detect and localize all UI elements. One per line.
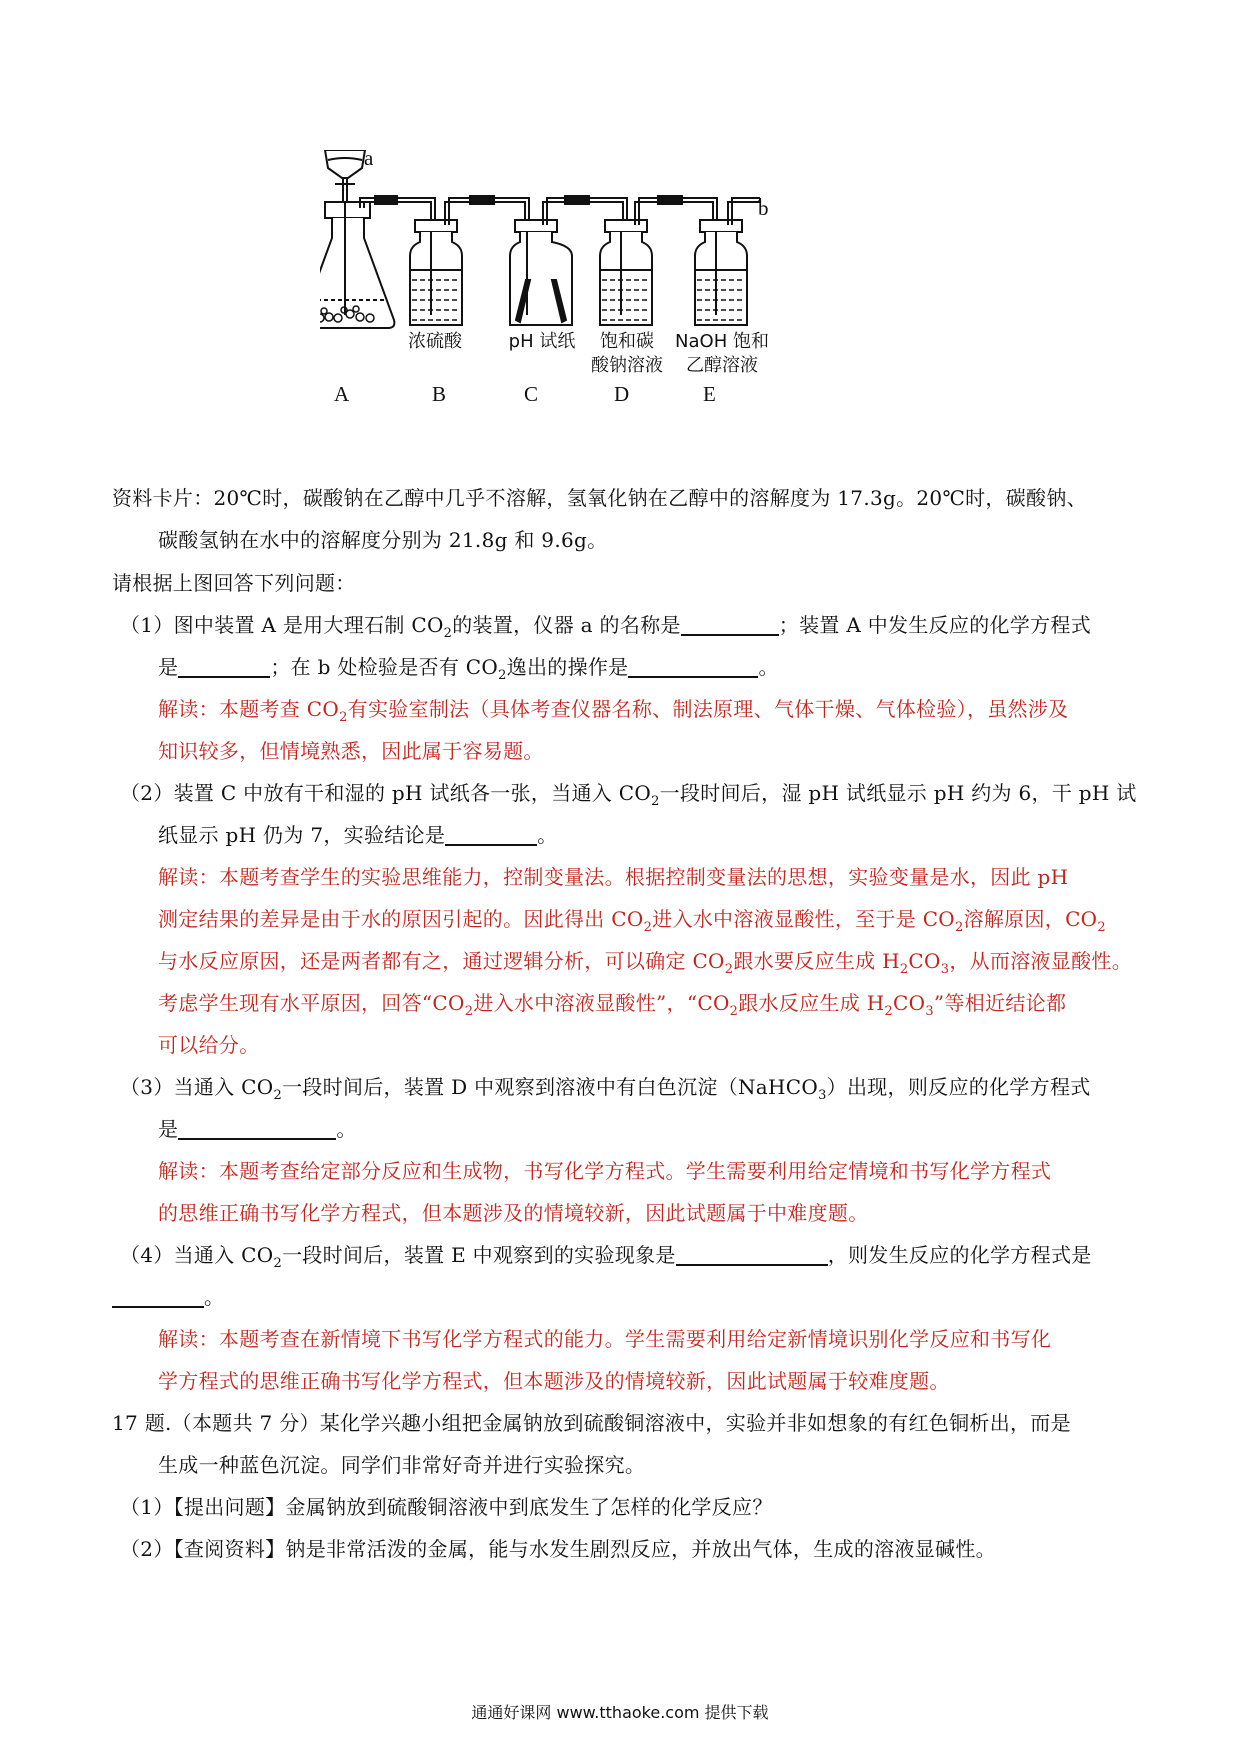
- letter-c: C: [524, 382, 539, 406]
- q2-analysis-line5: 可以给分。: [158, 1033, 260, 1057]
- q1-line1: （1）图中装置 A 是用大理石制 $CO_2$的装置，仪器 a 的名称是 ；装置 A 中发生反应的化学方程式: [120, 613, 1092, 641]
- page-footer: 通通好课网 www.tthaoke.com 提供下载: [471, 1703, 769, 1722]
- q4-analysis-line2: 学方程式的思维正确书写化学方程式，但本题涉及的情境较新，因此试题属于较难度题。: [158, 1369, 950, 1393]
- q3-line1: （3）当通入 $CO_2$一段时间后，装置 D 中观察到溶液中有白色沉淀（NaHCO$_3$）出现，则反应的化学方程式: [120, 1075, 1091, 1103]
- q4-line2: 。: [112, 1284, 224, 1310]
- q3-analysis-line2: 的思维正确书写化学方程式，但本题涉及的情境较新，因此试题属于中难度题。: [158, 1201, 869, 1225]
- caption-c: pH 试纸: [508, 331, 576, 352]
- answer-blank[interactable]: [112, 1286, 204, 1308]
- answer-blank[interactable]: [178, 656, 270, 678]
- letter-e: E: [703, 382, 716, 406]
- q2-line1: （2）装置 C 中放有干和湿的 pH 试纸各一张，当通入 $CO_2$一段时间后，湿 pH 试纸显示 pH 约为 6，干 pH 试: [120, 781, 1137, 809]
- apparatus-drawing: [320, 150, 880, 350]
- q2-analysis-line3: 与水反应原因，还是两者都有之，通过逻辑分析，可以确定 $CO_2$跟水要反应生成 $H_2CO_3$，从而溶液显酸性。: [158, 949, 1133, 977]
- q1-analysis-line1: 解读：本题考查 $CO_2$有实验室制法（具体考查仪器名称、制法原理、气体干燥、气体检验），虽然涉及: [158, 697, 1069, 725]
- q1-analysis-line2: 知识较多，但情境熟悉，因此属于容易题。: [158, 739, 544, 763]
- answer-blank[interactable]: [628, 656, 758, 678]
- caption-b: 浓硫酸: [408, 331, 462, 352]
- caption-d-line2: 酸钠溶液: [591, 355, 663, 376]
- label-a: a: [364, 146, 374, 170]
- letter-b: B: [432, 382, 447, 406]
- label-b: b: [758, 196, 769, 220]
- caption-e-line1: NaOH 饱和: [675, 331, 769, 352]
- q2-analysis-line1: 解读：本题考查学生的实验思维能力，控制变量法。根据控制变量法的思想，实验变量是水，因此 pH: [158, 865, 1069, 889]
- q1-line2: 是 ；在 b 处检验是否有 $CO_2$逸出的操作是 。: [158, 655, 779, 683]
- q2-line2: 纸显示 pH 仍为 7，实验结论是 。: [158, 823, 558, 847]
- answer-blank[interactable]: [681, 614, 779, 636]
- answer-blank[interactable]: [445, 824, 537, 846]
- q4-analysis-line1: 解读：本题考查在新情境下书写化学方程式的能力。学生需要利用给定新情境识别化学反应和书写化: [158, 1327, 1052, 1351]
- letter-a: A: [334, 382, 350, 406]
- apparatus-figure: [320, 146, 880, 460]
- answer-blank[interactable]: [676, 1244, 828, 1266]
- q2-analysis-line2: 测定结果的差异是由于水的原因引起的。因此得出 $CO_2$进入水中溶液显酸性，至于是 $CO_2$溶解原因，$CO_2$: [158, 907, 1106, 935]
- caption-d-line1: 饱和碳: [600, 331, 654, 352]
- q17-line2: 生成一种蓝色沉淀。同学们非常好奇并进行实验探究。: [158, 1453, 646, 1477]
- info-card-line1: 资料卡片：20℃时，碳酸钠在乙醇中几乎不溶解，氢氧化钠在乙醇中的溶解度为 17.3g。20℃时，碳酸钠、: [112, 486, 1087, 510]
- q2-analysis-line4: 考虑学生现有水平原因，回答“$CO_2$进入水中溶液显酸性”，“$CO_2$跟水反应生成 $H_2CO_3$”等相近结论都: [158, 991, 1067, 1019]
- info-card-line2: 碳酸氢钠在水中的溶解度分别为 21.8g 和 9.6g。: [158, 528, 608, 552]
- q3-line2: 是 。: [158, 1117, 357, 1141]
- q4-line1: （4）当通入 $CO_2$一段时间后，装置 E 中观察到的实验现象是 ，则发生反应的化学方程式是: [120, 1243, 1092, 1271]
- q17-line1: 17 题.（本题共 7 分）某化学兴趣小组把金属钠放到硫酸铜溶液中，实验并非如想象的有红色铜析出，而是: [112, 1411, 1071, 1435]
- q17-step1: （1）【提出问题】金属钠放到硫酸铜溶液中到底发生了怎样的化学反应？: [120, 1495, 773, 1519]
- q3-analysis-line1: 解读：本题考查给定部分反应和生成物，书写化学方程式。学生需要利用给定情境和书写化学方程式: [158, 1159, 1052, 1183]
- letter-d: D: [614, 382, 630, 406]
- question-prompt: 请根据上图回答下列问题：: [112, 571, 356, 595]
- answer-blank[interactable]: [178, 1118, 336, 1140]
- q17-step2: （2）【查阅资料】钠是非常活泼的金属，能与水发生剧烈反应，并放出气体，生成的溶液显碱性。: [120, 1537, 996, 1561]
- caption-e-line2: 乙醇溶液: [686, 355, 758, 376]
